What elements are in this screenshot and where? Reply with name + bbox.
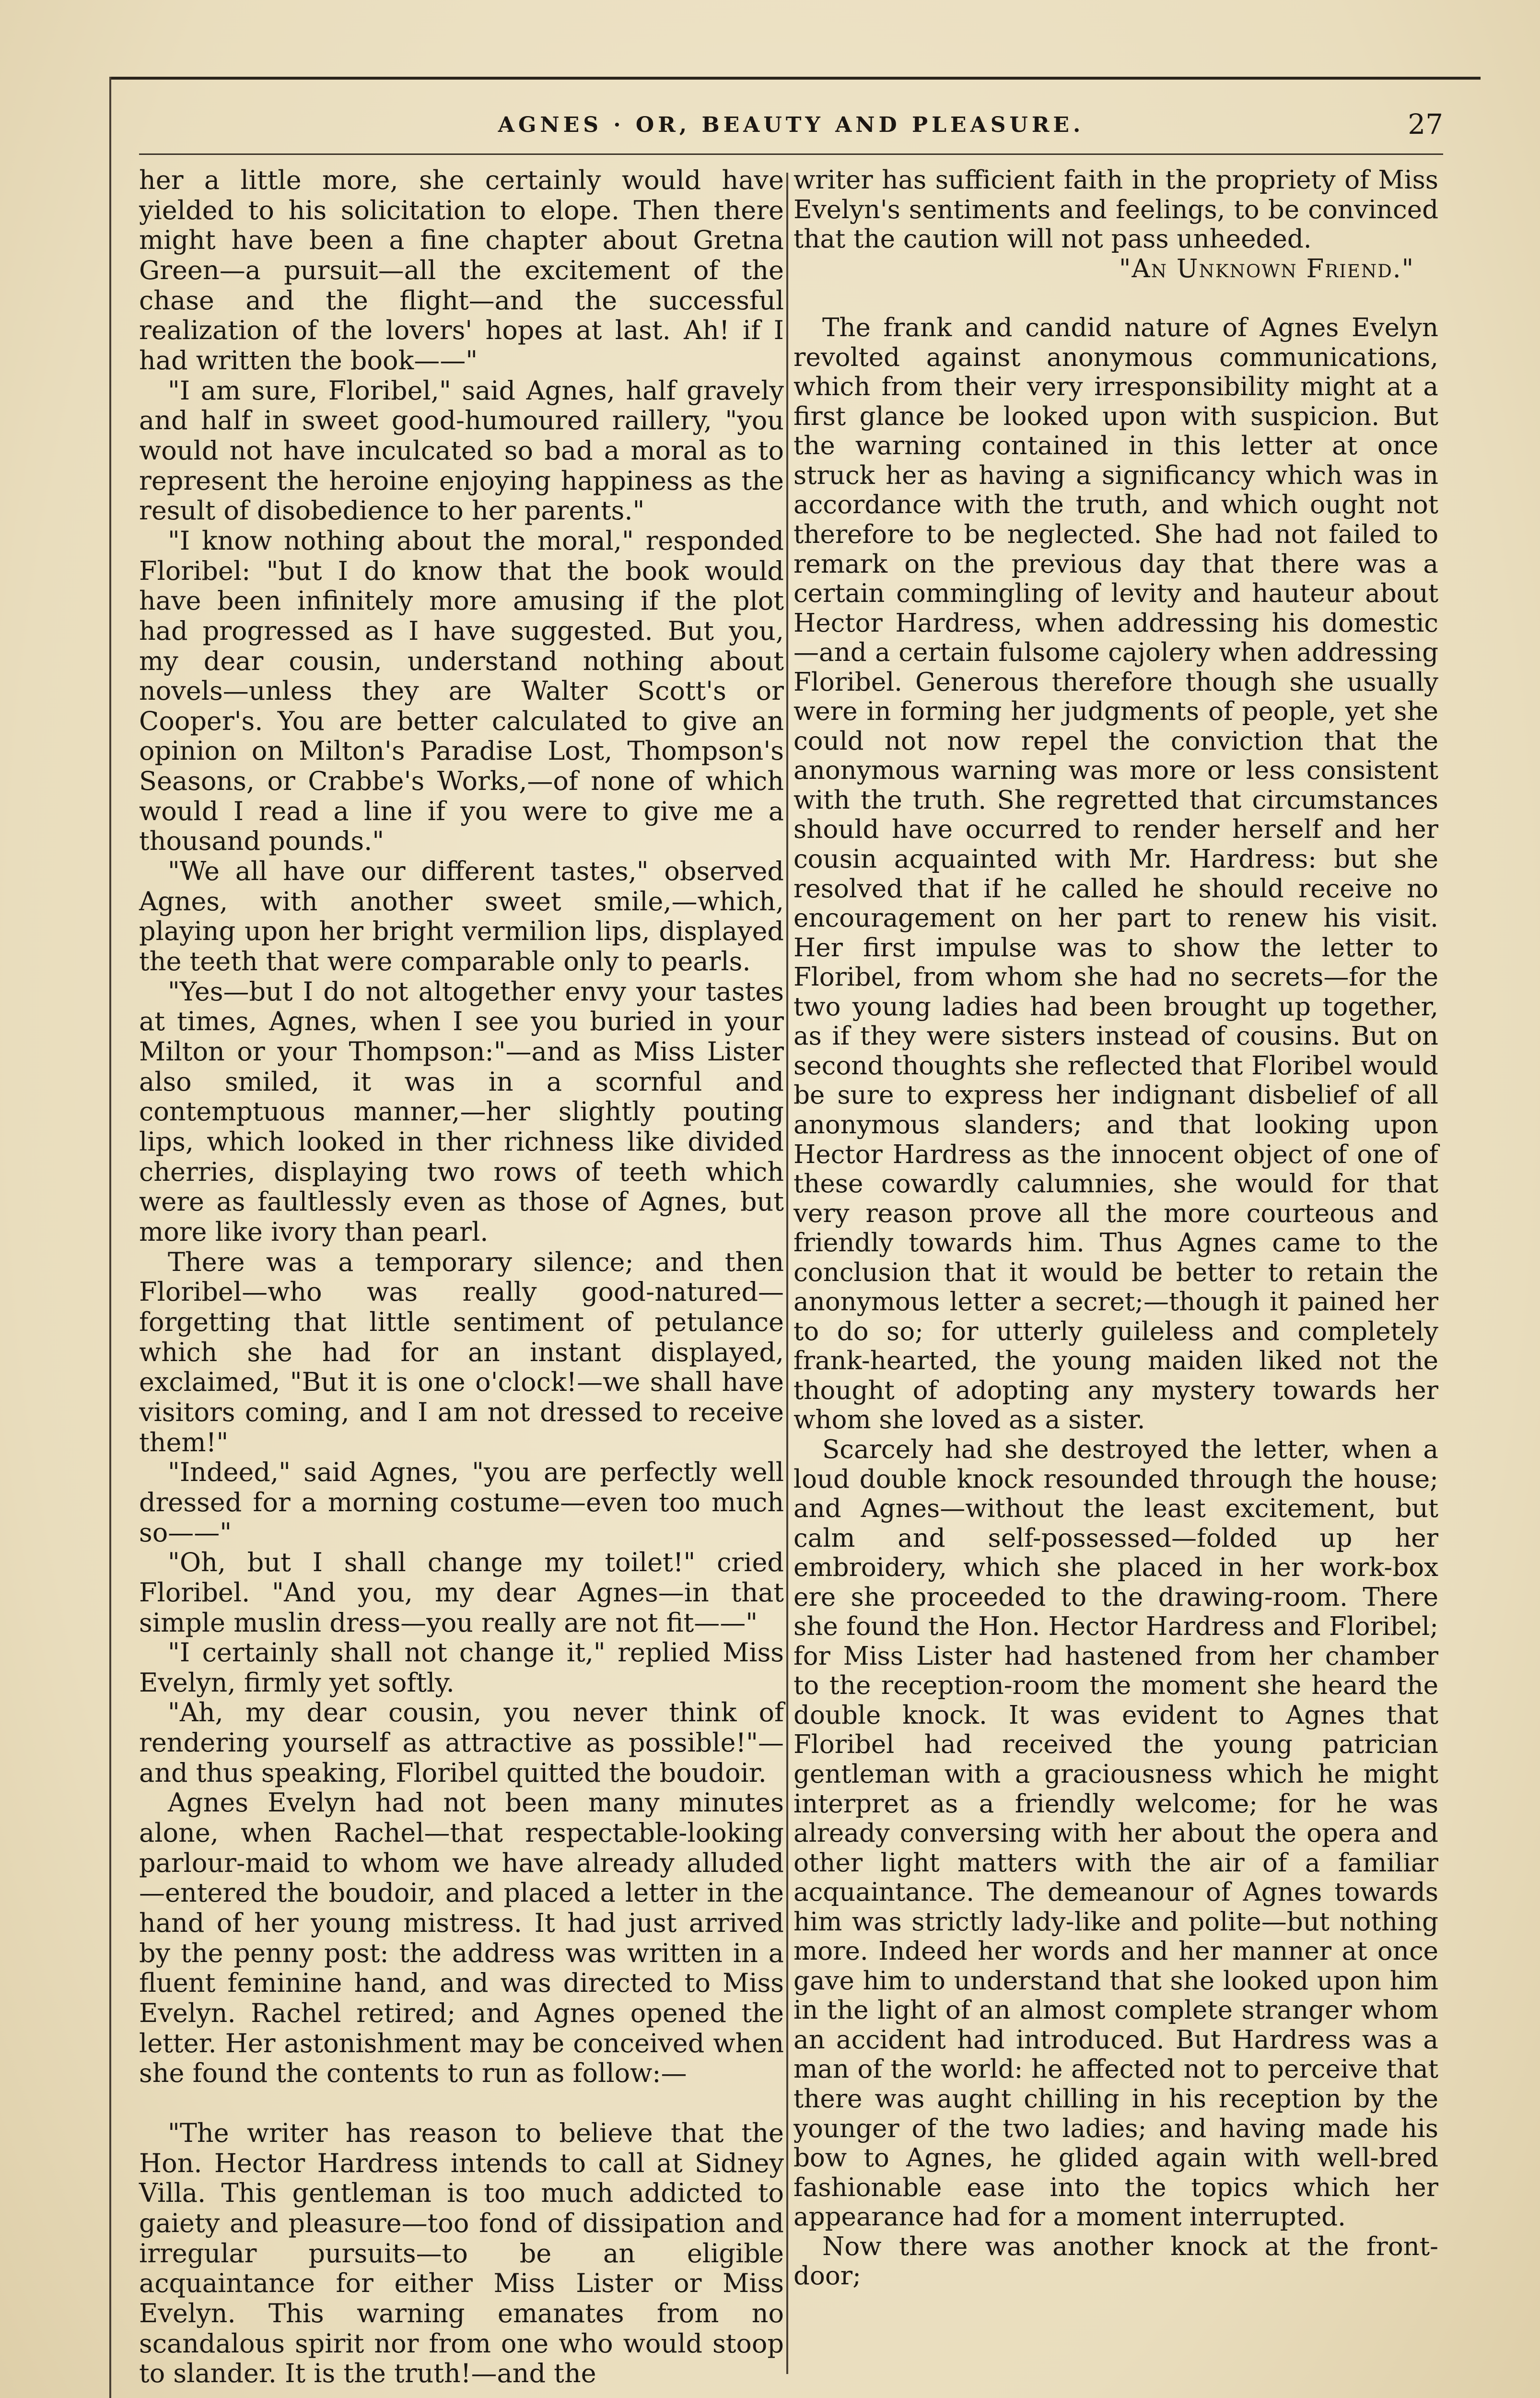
top-border-rule — [109, 77, 1481, 80]
left-border-rule — [109, 77, 111, 2398]
header-rule — [139, 153, 1443, 155]
paragraph: her a little more, she certainly would have yielded to his solicitation to elope. Then there might have been a fine chapter about Gretna Green—a pursuit—all the excitement of the chase and the flight—and the successful realization of the lovers' hopes at last. Ah! if I had written the book——" — [139, 165, 784, 376]
letter-signature: "An Unknown Friend." — [1119, 254, 1414, 283]
paragraph: Scarcely had she destroyed the letter, when a loud double knock resounded through the house; and Agnes—without the least excitement, but calm and self-possessed—folded up her embroidery, which she placed in her work-box ere she proceeded to the drawing-room. There she found the Hon. Hector Hardress and Floribel; for Miss Lister had hastened from her chamber to the reception-room the moment she heard the double knock. It was evident to Agnes that Floribel had received the young patrician gentleman with a graciousness which he might interpret as a friendly welcome; for he was already conversing with her about the opera and other light matters with the air of a familiar acquaintance. The demeanour of Agnes towards him was strictly lady-like and polite—but nothing more. Indeed her words and her manner at once gave him to understand that she looked upon him in the light of an almost complete stranger whom an accident had introduced. But Hardress was a man of the world: he affected not to perceive that there was aught chilling in his reception by the younger of the two ladies; and having made his bow to Agnes, he glided again with well-bred fashionable ease into the topics which her appearance had for a moment interrupted. — [793, 1434, 1438, 2232]
paragraph: There was a temporary silence; and then Floribel—who was really good-natured—forgetting that little sentiment of petulance which she had for an instant displayed, exclaimed, "But it is one o'clock!—we shall have visitors coming, and I am not dressed to receive them!" — [139, 1246, 784, 1458]
paragraph: The frank and candid nature of Agnes Evelyn revolted against anonymous communications, which from their very irresponsibility might at a first glance be looked upon with suspicion. But the warning contained in this letter at once struck her as having a significancy which was in accordance with the truth, and which ought not therefore to be neglected. She had not failed to remark on the previous day that there was a certain commingling of levity and hauteur about Hector Hardress, when addressing his domestic—and a certain fulsome cajolery when addressing Floribel. Generous therefore though she usually were in forming her judgments of people, yet she could not now repel the conviction that the anonymous warning was more or less consistent with the truth. She regretted that circumstances should have occurred to render herself and her cousin acquainted with Mr. Hardress: but she resolved that if he called he should receive no encouragement on her part to renew his visit. Her first impulse was to show the letter to Floribel, from whom she had no secrets—for the two young ladies had been brought up together, as if they were sisters instead of cousins. But on second thoughts she reflected that Floribel would be sure to express her indignant disbelief of all anonymous slanders; and that looking upon Hector Hardress as the innocent object of one of these cowardly calumnies, she would for that very reason prove all the more courteous and friendly towards him. Thus Agnes came to the conclusion that it would be better to retain the anonymous letter a secret;—though it pained her to do so; for utterly guileless and completely frank-hearted, the young maiden liked not the thought of adopting any mystery towards her whom she loved as a sister. — [793, 313, 1438, 1435]
paragraph: "I know nothing about the moral," responded Floribel: "but I do know that the book would have been infinitely more amusing if the plot had progressed as I have suggested. But you, my dear cousin, understand nothing about novels—unless they are Walter Scott's or Cooper's. You are better calculated to give an opinion on Milton's Paradise Lost, Thompson's Seasons, or Crabbe's Works,—of none of which would I read a line if you were to give me a thousand pounds." — [139, 525, 784, 857]
paragraph: "Yes—but I do not altogether envy your tastes at times, Agnes, when I see you buried in your Milton or your Thompson:"—and as Miss Lister also smiled, it was in a scornful and contemptuous manner,—her slightly pouting lips, which looked in ther richness like divided cherries, displaying two rows of teeth which were as faultlessly even as those of Agnes, but more like ivory than pearl. — [139, 976, 784, 1247]
page-number: 27 — [1408, 108, 1443, 141]
paragraph: "We all have our different tastes," observed Agnes, with another sweet smile,—which, playing upon her bright vermilion lips, displayed the teeth that were comparable only to pearls. — [139, 856, 784, 977]
paragraph: "I certainly shall not change it," replied Miss Evelyn, firmly yet softly. — [139, 1637, 784, 1698]
right-column — [793, 165, 1438, 2391]
running-head-title: AGNES · OR, BEAUTY AND PLEASURE. — [498, 113, 1085, 137]
left-column — [139, 165, 784, 2391]
running-head — [139, 108, 1443, 151]
paragraph: Now there was another knock at the front-door; — [793, 2232, 1438, 2291]
column-divider — [786, 173, 788, 2374]
paragraph: "Ah, my dear cousin, you never think of rendering yourself as attractive as possible!"—and thus speaking, Floribel quitted the boudoir. — [139, 1697, 784, 1788]
letter-quote: "The writer has reason to believe that the Hon. Hector Hardress intends to call at Sidney Villa. This gentleman is too much addicted to gaiety and pleasure—too fond of dissipation and irregular pursuits—to be an eligible acquaintance for either Miss Lister or Miss Evelyn. This warning emanates from no scandalous spirit nor from one who would stoop to slander. It is the truth!—and the — [139, 2118, 784, 2389]
paragraph: "Oh, but I shall change my toilet!" cried Floribel. "And you, my dear Agnes—in that simple muslin dress—you really are not fit——" — [139, 1547, 784, 1638]
paragraph: "Indeed," said Agnes, "you are perfectly well dressed for a morning costume—even too much so——" — [139, 1457, 784, 1548]
paragraph: "I am sure, Floribel," said Agnes, half gravely and half in sweet good-humoured raillery, "you would not have inculcated so bad a moral as to represent the heroine enjoying happiness as the result of disobedience to her parents." — [139, 375, 784, 526]
paragraph: Agnes Evelyn had not been many minutes alone, when Rachel—that respectable-looking parlour-maid to whom we have already alluded—entered the boudoir, and placed a letter in the hand of her young mistress. It had just arrived by the penny post: the address was written in a fluent feminine hand, and was directed to Miss Evelyn. Rachel retired; and Agnes opened the letter. Her astonishment may be conceived when she found the contents to run as follow:— — [139, 1787, 784, 2089]
paragraph: writer has sufficient faith in the propriety of Miss Evelyn's sentiments and feelings, to be convinced that the caution will not pass unheeded. — [793, 165, 1438, 254]
